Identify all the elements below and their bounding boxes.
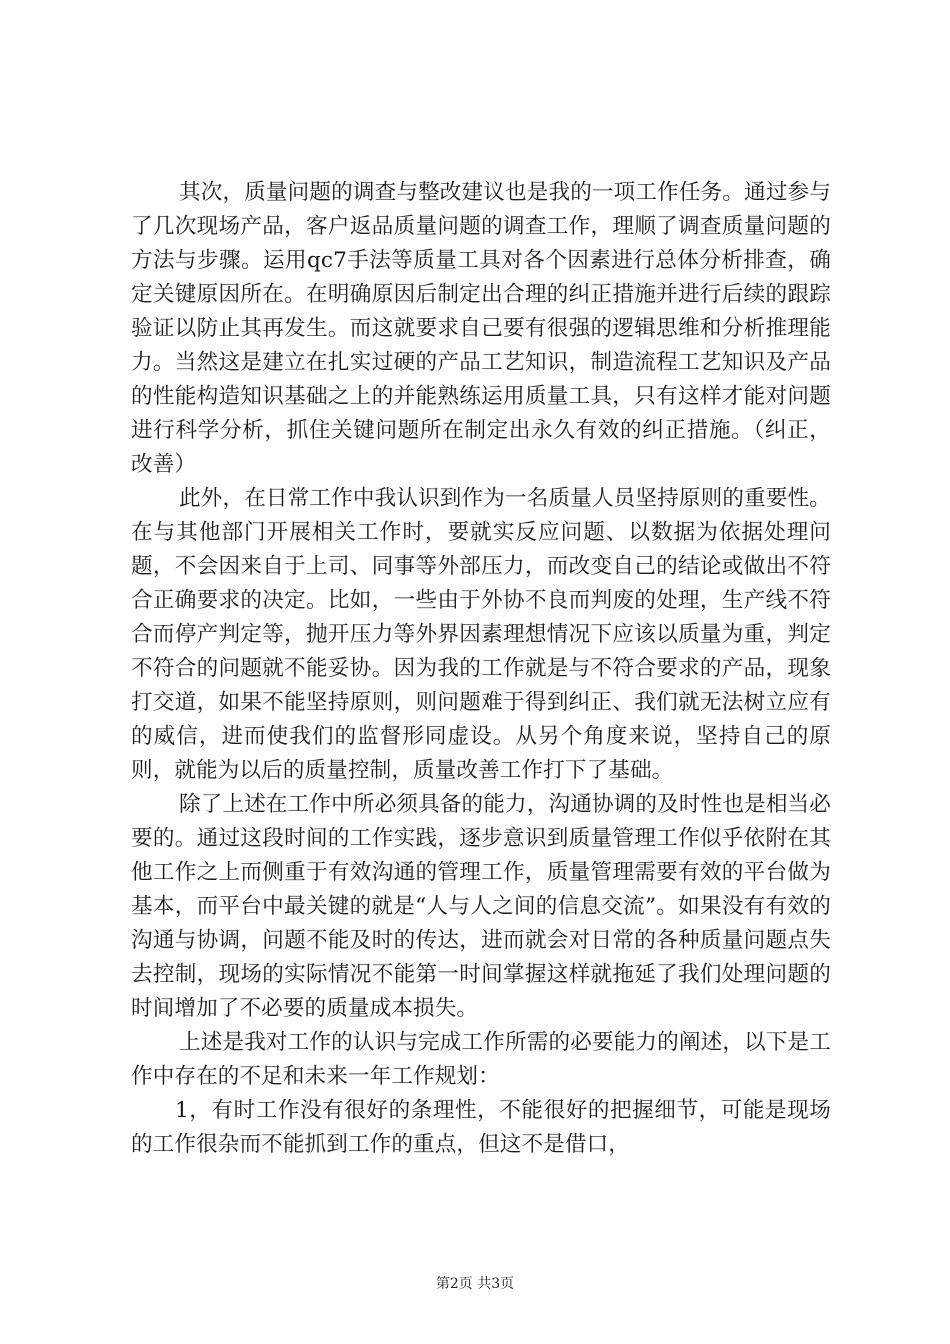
- document-body: [131, 176, 831, 1162]
- paragraph-communication: 除了上述在工作中所必须具备的能力，沟通协调的及时性也是相当必要的。通过这段时间的工作实践，逐步意识到质量管理工作似乎依附在其他工作之上而侧重于有效沟通的管理工作，质量管理需要有效的平台做为基本，而平台中最关键的就是“人与人之间的信息交流”。如果没有有效的沟通与协调，问题不能及时的传达，进而就会对日常的各种质量问题点失去控制，现场的实际情况不能第一时间掌握这样就拖延了我们处理问题的时间增加了不必要的质量成本损失。: [131, 792, 831, 1021]
- paragraph-summary: 上述是我对工作的认识与完成工作所需的必要能力的阐述，以下是工作中存在的不足和未来一年工作规划：: [131, 1030, 831, 1089]
- list-item-shortcoming-1: 1，有时工作没有很好的条理性，不能很好的把握细节，可能是现场的工作很杂而不能抓到工作的重点，但这不是借口，: [131, 1098, 831, 1157]
- paragraph-investigation: 其次，质量问题的调查与整改建议也是我的一项工作任务。通过参与了几次现场产品，客户返品质量问题的调查工作，理顺了调查质量问题的方法与步骤。运用qc7手法等质量工具对各个因素进行总体分析排查，确定关键原因所在。在明确原因后制定出合理的纠正措施并进行后续的跟踪验证以防止其再发生。而这就要求自己要有很强的逻辑思维和分析推理能力。当然这是建立在扎实过硬的产品工艺知识，制造流程工艺知识及产品的性能构造知识基础之上的并能熟练运用质量工具，只有这样才能对问题进行科学分析，抓住关键问题所在制定出永久有效的纠正措施。（纠正，改善）: [131, 180, 831, 477]
- page-number-footer: 第2页 共3页: [435, 1276, 515, 1292]
- paragraph-principles: 此外，在日常工作中我认识到作为一名质量人员坚持原则的重要性。在与其他部门开展相关工作时，要就实反应问题、以数据为依据处理问题，不会因来自于上司、同事等外部压力，而改变自己的结论或做出不符合正确要求的决定。比如，一些由于外协不良而判废的处理，生产线不符合而停产判定等，抛开压力等外界因素理想情况下应该以质量为重，判定不符合的问题就不能妥协。因为我的工作就是与不符合要求的产品，现象打交道，如果不能坚持原则，则问题难于得到纠正、我们就无法树立应有的威信，进而使我们的监督形同虚设。从另个角度来说，坚持自己的原则，就能为以后的质量控制，质量改善工作打下了基础。: [131, 486, 831, 783]
